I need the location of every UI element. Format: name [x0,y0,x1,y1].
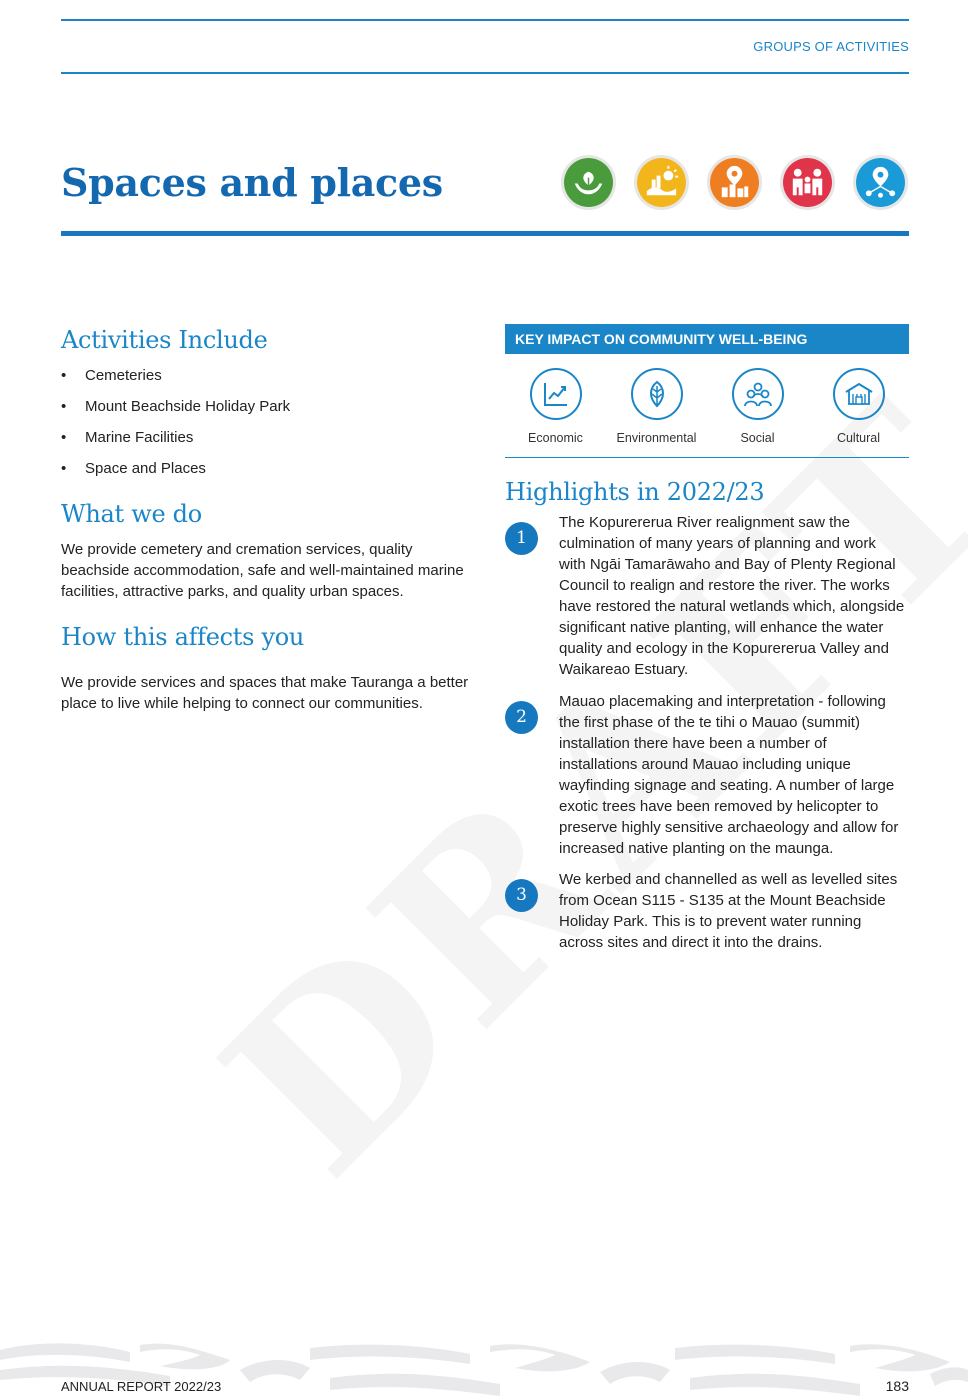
header-bottom-rule [61,72,909,74]
footer-page-number: 183 [885,1378,909,1394]
impact-label: Cultural [836,431,881,445]
impact-label: Environmental [616,431,697,445]
impact-social [707,368,808,445]
list-item: • Cemeteries [61,365,290,396]
impact-label: Social [740,431,775,445]
environment-hands-icon [561,155,616,210]
footer-report-label: ANNUAL REPORT 2022/23 [61,1379,222,1394]
what-we-do-text: We provide cemetery and cremation services, quality beachside accommodation, safe and well-maintained marine facilities, attractive parks, and quality urban spaces. [61,541,464,600]
header-top-rule [61,19,909,21]
impact-cultural [808,368,909,445]
impact-divider [505,457,909,458]
social-people-icon [732,368,784,420]
cultural-marae-icon [833,368,885,420]
how-affects-text: We provide services and spaces that make Tauranga a better place to live while helping to connect our communities. [61,674,469,712]
section-label: GROUPS OF ACTIVITIES [753,39,909,54]
highlight-number-badge: 3 [505,879,538,912]
landscape-sun-icon [634,155,689,210]
list-item: • Space and Places [61,458,290,489]
theme-icons [561,155,908,210]
environmental-leaf-icon [631,368,683,420]
impact-environmental [606,368,707,445]
highlights-heading: Highlights in 2022/23 [505,478,765,506]
activities-list [61,365,290,489]
location-network-icon [853,155,908,210]
title-underline [61,231,909,236]
family-community-icon [780,155,835,210]
what-we-do-heading: What we do [61,500,202,528]
highlight-text: We kerbed and channelled as well as levelled sites from Ocean S115 - S135 at the Mount Beachside Holiday Park. This is to prevent water running across sites and direct it into the drains. [559,871,898,951]
highlight-text: The Kopurererua River realignment saw the culmination of many years of planning and work with Ngāi Tamarāwaho and Bay of Plenty Regional Council to realign and restore the river. The works have restored the natural wetlands which, alongside significant native planting, will enhance the water quality and ecology in the Kopurererua Valley and Waikareao Estuary. [559,514,905,678]
key-impact-heading: KEY IMPACT ON COMMUNITY WELL-BEING [505,324,909,354]
activities-heading: Activities Include [61,326,268,354]
highlight-number-badge: 1 [505,522,538,555]
impact-economic [505,368,606,445]
list-item: • Marine Facilities [61,427,290,458]
impact-label: Economic [528,431,583,445]
city-pin-icon [707,155,762,210]
economic-chart-icon [530,368,582,420]
page-title: Spaces and places [61,160,443,205]
impact-icons-row [505,368,909,445]
highlight-text: Mauao placemaking and interpretation - following the first phase of the te tihi o Mauao (summit) installation there have been a number of installations around Mauao including unique wayfinding signage and seating. A number of large exotic trees have been removed by helicopter to preserve highly sensitive archaeology and allow for increased native planting on the maunga. [559,693,899,857]
highlight-number-badge: 2 [505,701,538,734]
list-item: • Mount Beachside Holiday Park [61,396,290,427]
how-affects-heading: How this affects you [61,623,305,651]
